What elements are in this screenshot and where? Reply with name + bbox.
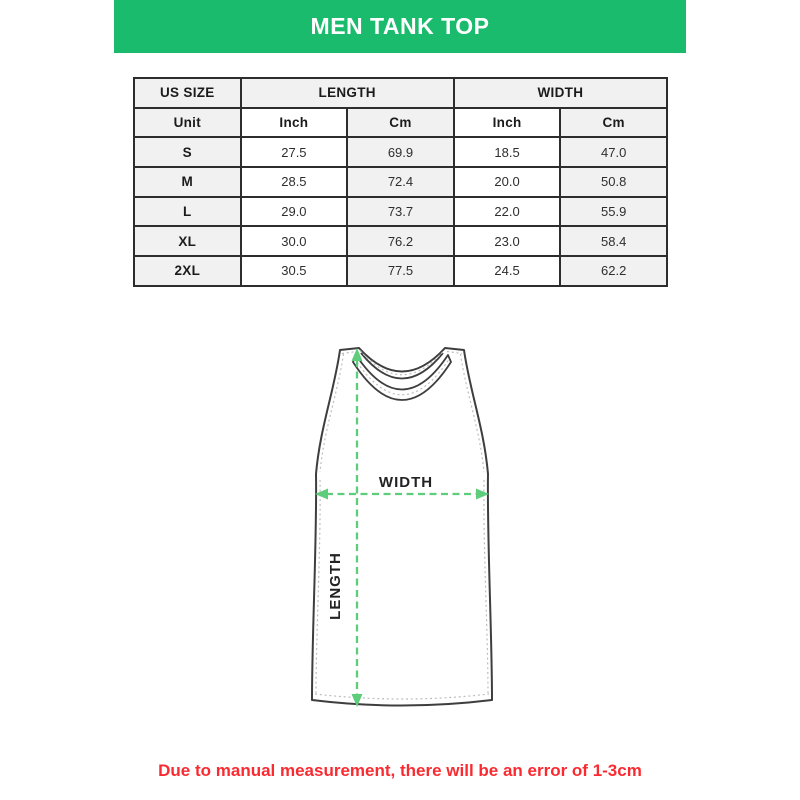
length-inch-value: 27.5 (241, 137, 348, 167)
size-label: M (134, 167, 241, 197)
width-inch-value: 20.0 (454, 167, 561, 197)
measurement-disclaimer: Due to manual measurement, there will be an error of 1-3cm (158, 761, 642, 780)
length-cm-value: 69.9 (347, 137, 454, 167)
width-inch-value: 24.5 (454, 256, 561, 286)
unit-label: Unit (134, 108, 241, 138)
width-inch-value: 18.5 (454, 137, 561, 167)
length-inch-value: 30.0 (241, 226, 348, 256)
size-row-s (134, 137, 667, 167)
width-inch-header: Inch (454, 108, 561, 138)
length-inch-value: 29.0 (241, 197, 348, 227)
width-cm-value: 55.9 (560, 197, 667, 227)
width-inch-value: 22.0 (454, 197, 561, 227)
width-cm-value: 58.4 (560, 226, 667, 256)
header-row (134, 78, 667, 108)
width-label: WIDTH (378, 474, 434, 491)
width-cm-value: 50.8 (560, 167, 667, 197)
title-banner (114, 0, 686, 53)
width-cm-value: 62.2 (560, 256, 667, 286)
size-label: XL (134, 226, 241, 256)
length-cm-header: Cm (347, 108, 454, 138)
length-inch-value: 30.5 (241, 256, 348, 286)
length-cm-value: 77.5 (347, 256, 454, 286)
size-row-2xl (134, 256, 667, 286)
width-cm-value: 47.0 (560, 137, 667, 167)
size-row-l (134, 197, 667, 227)
tank-top-outline (312, 348, 492, 706)
length-label: LENGTH (327, 552, 344, 620)
width-inch-value: 23.0 (454, 226, 561, 256)
size-row-xl (134, 226, 667, 256)
length-cm-value: 76.2 (347, 226, 454, 256)
size-label: L (134, 197, 241, 227)
size-row-m (134, 167, 667, 197)
unit-row (134, 108, 667, 138)
length-cm-value: 73.7 (347, 197, 454, 227)
col-header-width: WIDTH (454, 78, 667, 108)
page-title: MEN TANK TOP (310, 13, 490, 39)
width-cm-header: Cm (560, 108, 667, 138)
col-header-us-size: US SIZE (134, 78, 241, 108)
length-inch-value: 28.5 (241, 167, 348, 197)
col-header-length: LENGTH (241, 78, 454, 108)
size-label: 2XL (134, 256, 241, 286)
length-cm-value: 72.4 (347, 167, 454, 197)
size-label: S (134, 137, 241, 167)
tank-top-diagram (290, 340, 515, 720)
length-inch-header: Inch (241, 108, 348, 138)
size-chart-table (133, 77, 668, 287)
